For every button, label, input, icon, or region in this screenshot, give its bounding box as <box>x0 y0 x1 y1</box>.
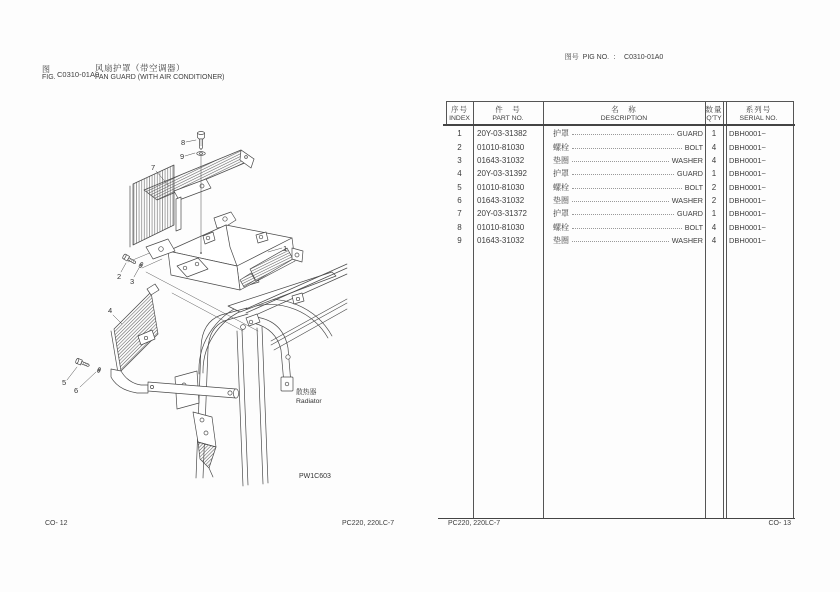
cell-qty: 1 <box>711 209 717 219</box>
col-header-description-en: DESCRIPTION <box>600 114 648 122</box>
figure-number-label: 图号 PIG NO. ： <box>564 54 621 61</box>
cell-description <box>543 222 705 233</box>
col-header-description <box>543 103 705 124</box>
description-en: BOLT <box>684 222 703 232</box>
dot-leader <box>572 174 674 175</box>
description-cn: 护罩 <box>553 169 569 179</box>
table-body <box>446 127 794 247</box>
cell-description <box>543 182 705 193</box>
cell-qty: 4 <box>711 155 717 165</box>
description-cn: 螺栓 <box>553 222 569 232</box>
col-header-serial <box>723 103 794 124</box>
table-header-row <box>446 103 794 124</box>
col-header-qty <box>705 103 723 124</box>
washer-6 <box>97 367 101 373</box>
cell-index: 1 <box>457 129 462 139</box>
callout-5: 5 <box>62 378 67 387</box>
cell-part-no: 20Y-03-31372 <box>477 209 527 219</box>
radiator-label-en: Radiator <box>296 398 322 405</box>
cell-description <box>543 168 705 179</box>
table-row <box>446 127 794 140</box>
cell-description <box>543 155 705 166</box>
description-cn: 螺栓 <box>553 182 569 192</box>
callout-1: 1 <box>283 244 288 253</box>
drawing-code: PW1C603 <box>299 473 331 480</box>
cell-part-no: 20Y-03-31382 <box>477 129 527 139</box>
cell-serial: DBH0001~ <box>729 182 766 192</box>
cell-description <box>543 235 705 246</box>
dot-leader <box>572 161 669 162</box>
figure-code: C0310-01A0 <box>57 70 100 79</box>
description-en: GUARD <box>677 169 703 179</box>
page-title-cn: 风扇护罩（带空调器） <box>95 63 186 73</box>
cell-qty: 4 <box>711 222 717 232</box>
col-header-index-en: INDEX <box>449 114 470 122</box>
callout-7: 7 <box>151 163 156 172</box>
cell-part-no: 01010-81030 <box>477 142 525 152</box>
footer-model-right: PC220, 220LC-7 <box>448 520 501 527</box>
cell-part-no: 01010-81030 <box>477 222 525 232</box>
cell-part-no: 01010-81030 <box>477 182 525 192</box>
dot-leader <box>572 241 669 242</box>
cell-description <box>543 128 705 139</box>
cell-part-no: 20Y-03-31392 <box>477 169 527 179</box>
table-row <box>446 207 794 220</box>
col-header-qty-en: Q'TY <box>706 114 722 122</box>
cell-serial: DBH0001~ <box>729 209 766 219</box>
radiator-label-cn: 散热器 <box>296 389 317 396</box>
cell-qty: 1 <box>711 169 717 179</box>
callout-2: 2 <box>117 272 122 281</box>
dot-leader <box>572 148 682 149</box>
description-en: WASHER <box>671 195 703 205</box>
table-bottom-border <box>438 518 795 519</box>
dot-leader <box>572 214 674 215</box>
cell-serial: DBH0001~ <box>729 195 766 205</box>
callout-9: 9 <box>180 152 185 161</box>
cell-index: 2 <box>457 142 462 152</box>
cell-part-no: 01643-31032 <box>477 195 525 205</box>
description-en: WASHER <box>671 155 703 165</box>
description-en: BOLT <box>684 182 703 192</box>
footer-model-left: PC220, 220LC-7 <box>342 520 395 527</box>
table-header-rule <box>443 124 795 126</box>
description-cn: 垫圈 <box>553 235 569 245</box>
cell-qty: 1 <box>711 129 717 139</box>
col-header-serial-cn: 系列号 <box>745 104 772 114</box>
cell-part-no: 01643-31032 <box>477 235 525 245</box>
description-en: WASHER <box>671 235 703 245</box>
dot-leader <box>572 188 682 189</box>
col-header-part-no-en: PART NO. <box>492 114 524 122</box>
cell-index: 8 <box>457 222 462 232</box>
cell-qty: 2 <box>711 182 717 192</box>
dot-leader <box>572 201 669 202</box>
col-header-part-no-cn: 件 号 <box>495 104 521 114</box>
cell-serial: DBH0001~ <box>729 222 766 232</box>
callout-8: 8 <box>181 138 186 147</box>
cell-index: 3 <box>457 155 462 165</box>
table-row <box>446 154 794 167</box>
washer-9 <box>197 152 206 156</box>
cell-serial: DBH0001~ <box>729 142 766 152</box>
exploded-parts-diagram <box>40 105 360 500</box>
cell-description <box>543 142 705 153</box>
parts-table <box>446 101 794 518</box>
cell-qty: 2 <box>711 195 717 205</box>
cell-part-no: 01643-31032 <box>477 155 525 165</box>
dot-leader <box>572 228 682 229</box>
col-header-index-cn: 序号 <box>451 104 468 114</box>
cell-description <box>543 208 705 219</box>
description-cn: 护罩 <box>553 129 569 139</box>
table-row <box>446 180 794 193</box>
col-header-description-cn: 名 称 <box>611 104 637 114</box>
callout-4: 4 <box>108 306 113 315</box>
cell-qty: 4 <box>711 235 717 245</box>
figure-number-header <box>557 45 663 69</box>
washer-3 <box>138 262 143 268</box>
table-row <box>446 167 794 180</box>
col-header-serial-en: SERIAL NO. <box>739 114 778 122</box>
cell-description <box>543 195 705 206</box>
footer-page-number-right: CO- 13 <box>768 520 791 527</box>
cell-index: 9 <box>457 235 462 245</box>
description-cn: 垫圈 <box>553 195 569 205</box>
description-cn: 垫圈 <box>553 155 569 165</box>
col-header-index <box>446 103 473 124</box>
cell-serial: DBH0001~ <box>729 169 766 179</box>
radiator-assembly <box>175 264 347 486</box>
figure-label-en: FIG. <box>42 74 56 81</box>
table-row <box>446 194 794 207</box>
description-cn: 螺栓 <box>553 142 569 152</box>
cell-qty: 4 <box>711 142 717 152</box>
description-cn: 护罩 <box>553 209 569 219</box>
page-title-en: FAN GUARD (WITH AIR CONDITIONER) <box>95 74 225 81</box>
col-header-qty-cn: 数量 <box>705 104 723 114</box>
description-en: GUARD <box>677 129 703 139</box>
cell-index: 5 <box>457 182 462 192</box>
cell-index: 7 <box>457 209 462 219</box>
dot-leader <box>572 134 674 135</box>
description-en: GUARD <box>677 209 703 219</box>
table-row <box>446 234 794 247</box>
cell-serial: DBH0001~ <box>729 155 766 165</box>
callout-6: 6 <box>74 386 79 395</box>
bolt-5 <box>75 358 90 368</box>
table-row <box>446 140 794 153</box>
bolt-2 <box>122 254 137 266</box>
figure-number-value: C0310-01A0 <box>624 54 664 61</box>
cell-index: 6 <box>457 195 462 205</box>
description-en: BOLT <box>684 142 703 152</box>
guard-4-part <box>111 284 239 398</box>
cell-serial: DBH0001~ <box>729 129 766 139</box>
table-row <box>446 220 794 233</box>
figure-label-cn: 图 <box>42 65 50 74</box>
cell-index: 4 <box>457 169 462 179</box>
cell-serial: DBH0001~ <box>729 235 766 245</box>
footer-page-number-left: CO- 12 <box>45 520 68 527</box>
table-top-border <box>446 101 794 102</box>
callout-3: 3 <box>130 277 135 286</box>
col-header-part-no <box>473 103 543 124</box>
